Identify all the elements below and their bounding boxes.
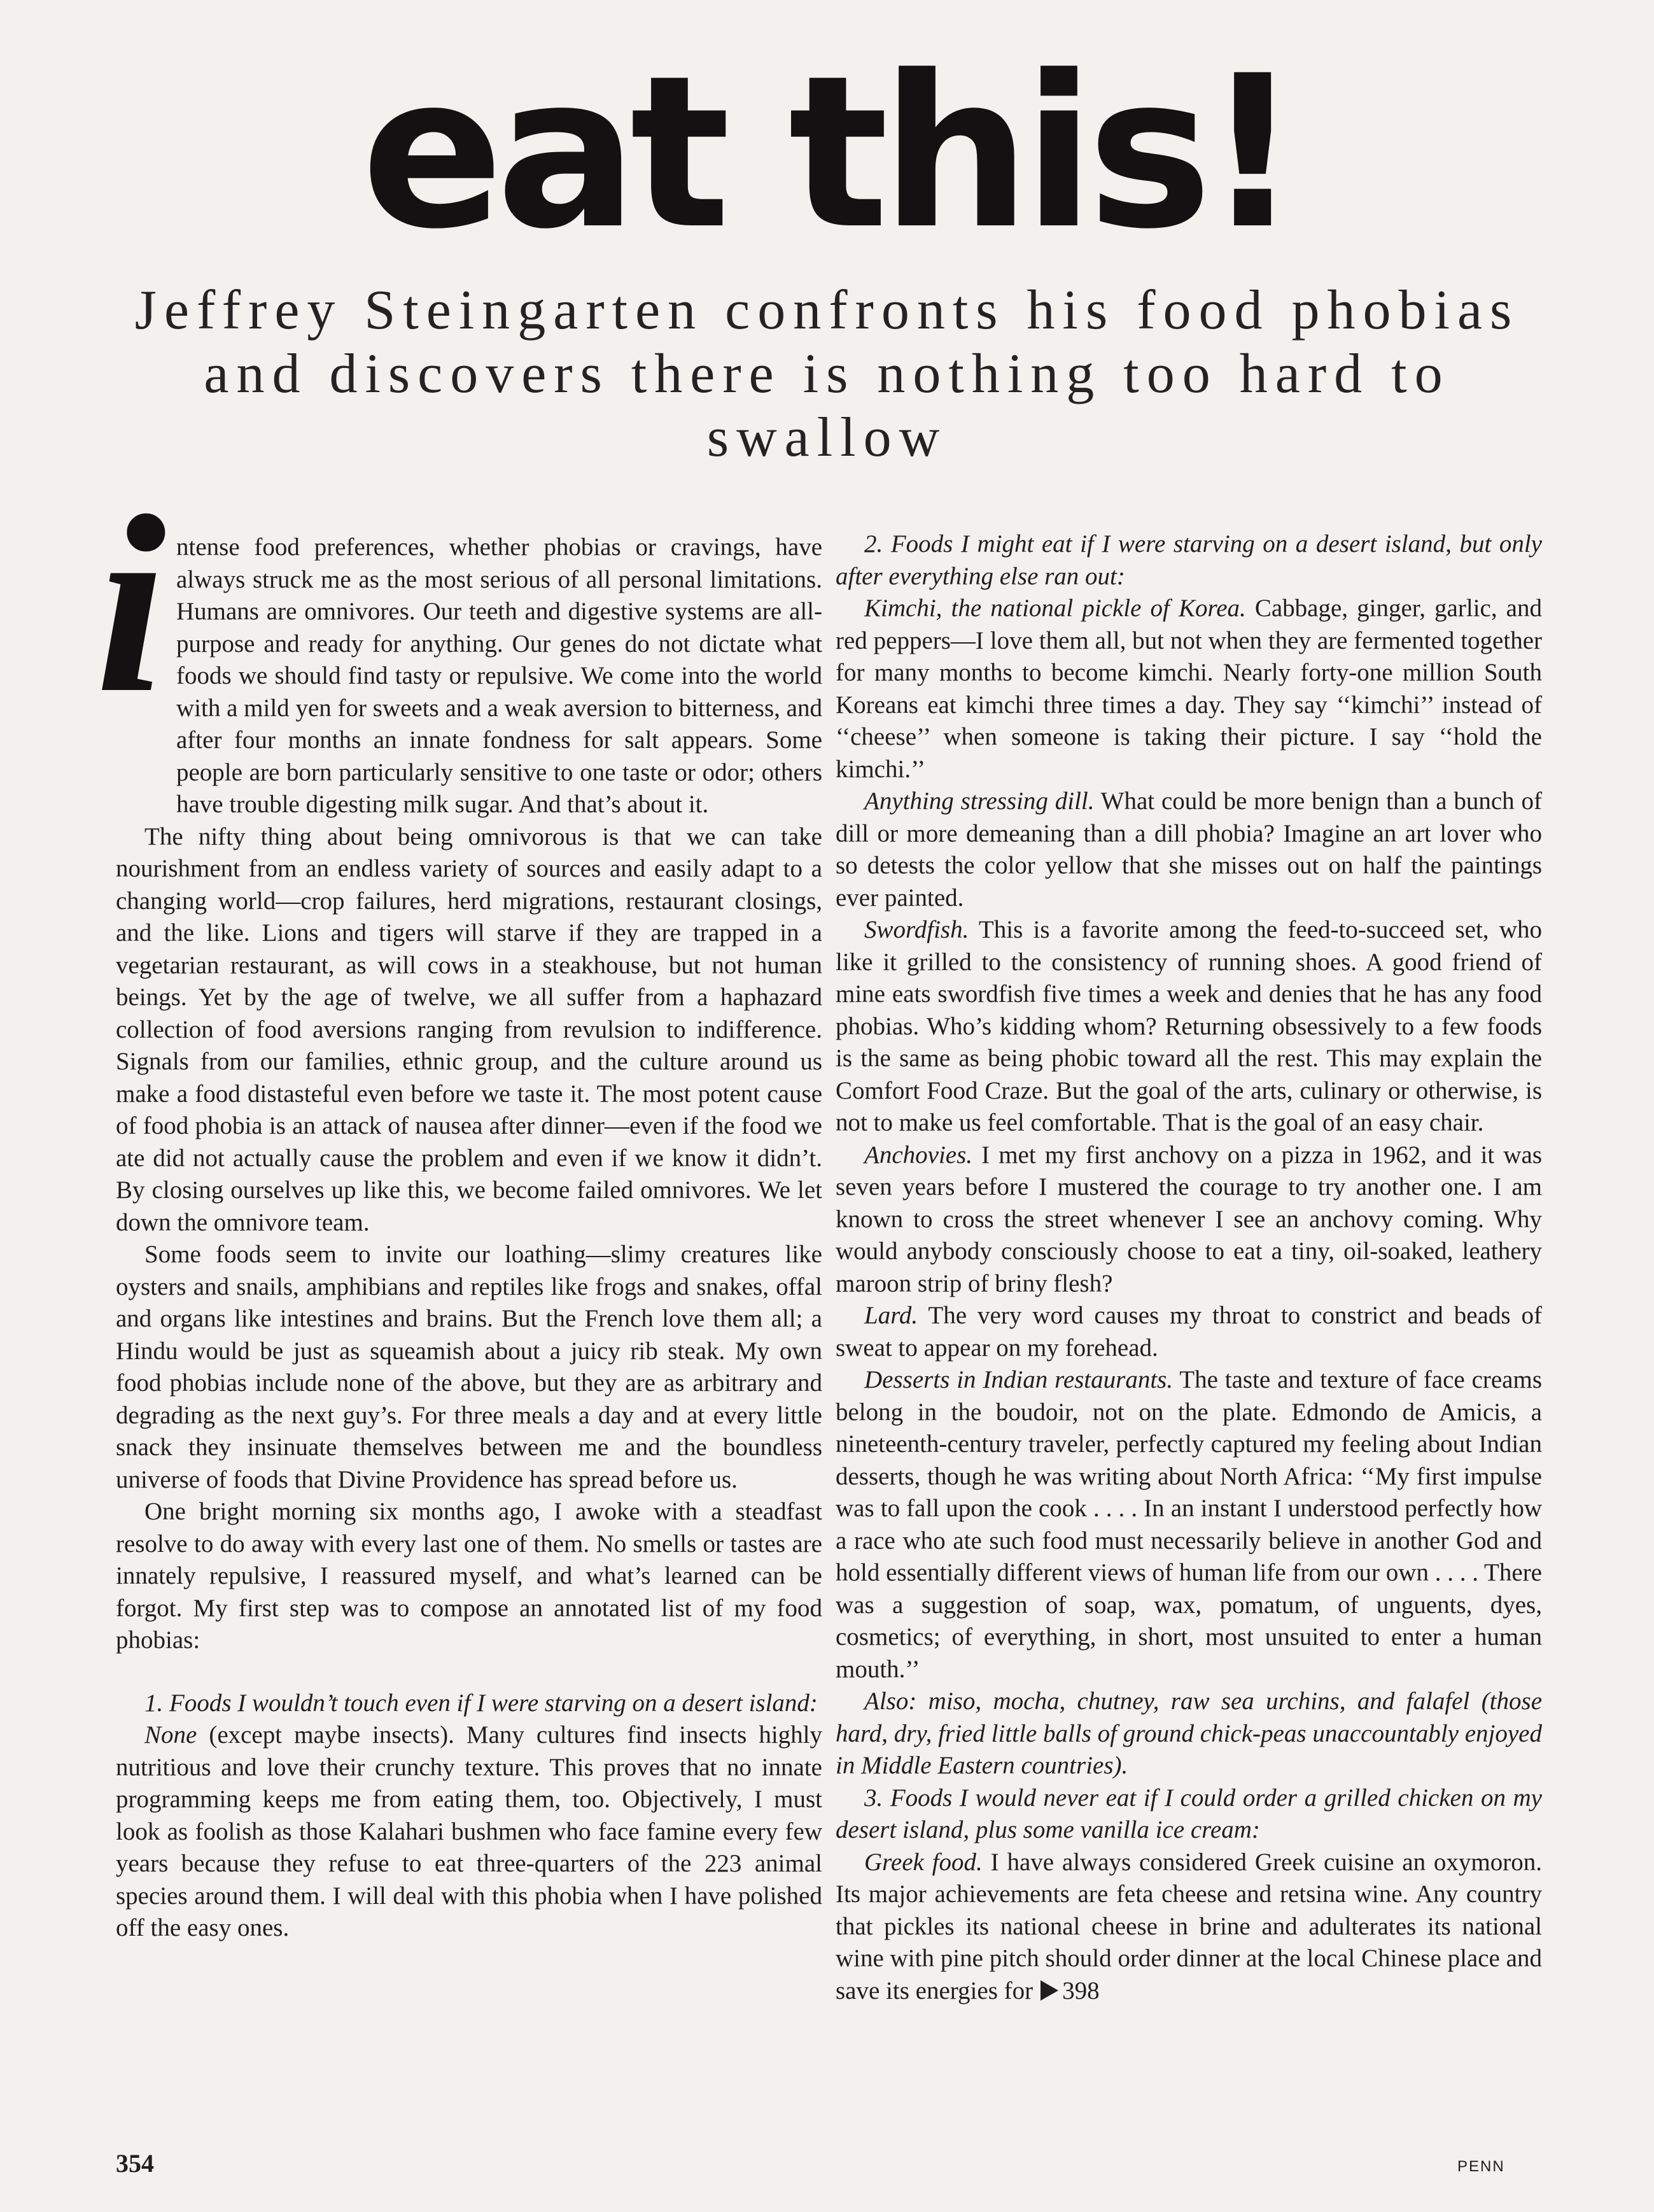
list-item-text: Many cultures find insects highly nutritious and love their crunchy texture. This proves that no innate programming keeps me from eating them, too. Objectively, I must look as foolish as those Kalahari bushmen who face famine every few years because they refuse to eat three-quarters of the 223 animal species around them. I will deal with this phobia when I have polished off the easy ones. (116, 1721, 822, 1941)
list-heading-3: 3. Foods I would never eat if I could order a grilled chicken on my desert island, plus some vanilla ice cream: (836, 1784, 1542, 1843)
left-column (116, 532, 822, 2123)
list-item-label: Swordfish. (864, 916, 969, 943)
list-item (836, 1300, 1542, 1364)
continued-arrow-icon (1041, 1980, 1058, 2001)
list-item-label: Lard. (864, 1302, 918, 1329)
list-item-label: Anchovies. (864, 1141, 973, 1169)
paragraph: Some foods seem to invite our loathing—slimy creatures like oysters and snails, amphibians and reptiles like frogs and snakes, offal and organs like intestines and brains. But the French love them all; a Hindu would be just as squeamish about a juicy rib steak. My own food phobias include none of the above, but they are as arbitrary and degrading as the next guy’s. For three meals a day and at every little snack they insinuate themselves between me and the boundless universe of foods that Divine Providence has spread before us. (116, 1241, 822, 1493)
list-item (836, 593, 1542, 785)
list-item (836, 1139, 1542, 1300)
list-item-text: This is a favorite among the feed-to-succeed set, who like it grilled to the consistency of running shoes. A good friend of mine eats swordfish five times a week and denies that he has any food phobias. Who’s kidding whom? Returning obsessively to a few foods is the same as being phobic toward all the rest. This may explain the Comfort Food Craze. But the goal of the arts, culinary or otherwise, is not to make us feel comfortable. That is the goal of an easy chair. (836, 916, 1542, 1136)
paragraph-intro: ntense food preferences, whether phobias or cravings, have always struck me as the most serious of all personal limitations. Humans are omnivores. Our teeth and digestive systems are all-purpose and ready for anything. Our genes do not dictate what foods we should find tasty or repulsive. We come into the world with a mild yen for sweets and a weak aversion to bitterness, and after four months an innate fondness for salt appears. Some people are born particularly sensitive to one taste or odor; others have trouble digesting milk sugar. And that’s about it. (176, 533, 822, 818)
list-item-text: What could be more benign than a bunch of dill or more demeaning than a dill phobia? Imagine an art lover who so detests the color yellow that she misses out on half the paintings ever painted. (836, 787, 1542, 912)
list-item-label: None (144, 1721, 197, 1749)
list-item (836, 785, 1542, 914)
list-item-text: Cabbage, ginger, garlic, and red peppers—I love them all, but not when they are fermented together for many months to become kimchi. Nearly forty-one million South Koreans eat kimchi three times a day. They say ‘‘kimchi’’ instead of ‘‘cheese’’ when someone is taking their picture. I say ‘‘hold the kimchi.’’ (836, 595, 1542, 783)
list-heading-2: 2. Foods I might eat if I were starving on a desert island, but only after everything else ran out: (836, 530, 1542, 590)
list-item-paren: (except maybe insects). (209, 1721, 454, 1749)
also-line: Also: miso, mocha, chutney, raw sea urchins, and falafel (those hard, dry, fried little balls of ground chick-peas unaccountably enjoyed in Middle Eastern countries). (836, 1687, 1542, 1779)
list-item (836, 914, 1542, 1139)
deck-subtitle: Jeffrey Steingarten confronts his food phobias and discovers there is nothing too hard to swallow (134, 279, 1520, 468)
headline: eat this! (361, 31, 1293, 275)
paragraph: The nifty thing about being omnivorous is that we can take nourishment from an endless variety of sources and easily adapt to a changing world—crop failures, herd migrations, restaurant closings, and the like. Lions and tigers will starve if they are trapped in a vegetarian restaurant, as will cows in a steakhouse, but not human beings. Yet by the age of twelve, we all suffer from a haphazard collection of food aversions ranging from revulsion to indifference. Signals from our families, ethnic group, and the culture around us make a food distasteful even before we taste it. The most potent cause of food phobia is an attack of nausea after dinner—even if the food we ate did not actually cause the problem and even if we know it didn’t. By closing ourselves up like this, we become failed omnivores. We let down the omnivore team. (116, 822, 822, 1236)
list-item (836, 1847, 1542, 2008)
continued-page: 398 (1062, 1976, 1100, 2004)
list-item-text: I have always considered Greek cuisine an oxymoron. Its major achievements are feta cheese and retsina wine. Any country that pickles its national cheese in brine and adulterates its national wine with pine pitch should order dinner at the local Chinese place and save its energies for (836, 1848, 1542, 2004)
photo-credit: PENN (1457, 2158, 1505, 2175)
list-item (116, 1719, 822, 1945)
paragraph: One bright morning six months ago, I awoke with a steadfast resolve to do away with every last one of them. No smells or tastes are innately repulsive, I reassured myself, and what’s learned can be forgot. My first step was to compose an annotated list of my food phobias: (116, 1498, 822, 1654)
drop-cap: i (95, 463, 167, 745)
list-item-label: Kimchi, the national pickle of Korea. (864, 595, 1246, 622)
list-item-label: Greek food. (864, 1848, 983, 1876)
list-item (836, 1364, 1542, 1686)
page-number: 354 (116, 2149, 154, 2178)
list-item-text: The taste and texture of face creams belong in the boudoir, not on the plate. Edmondo de Amicis, a nineteenth-century traveler, perfectly captured my feeling about Indian desserts, though he was writing about North Africa: ‘‘My first impulse was to fall upon the cook . . . . In an instant I understood perfectly how a race who ate such food must necessarily believe in another God and hold essentially different views of human life from our own . . . . There was a suggestion of soap, wax, pomatum, of unguents, dyes, cosmetics; of everything, in short, most unsuited to enter a human mouth.’’ (836, 1366, 1542, 1683)
list-item-label: Desserts in Indian restaurants. (864, 1366, 1174, 1393)
list-item-text: I met my first anchovy on a pizza in 1962, and it was seven years before I mustered the courage to try another one. I am known to cross the street whenever I see an anchovy coming. Why would anybody consciously choose to eat a tiny, oil-soaked, leathery maroon strip of briny flesh? (836, 1141, 1542, 1297)
list-item-text: The very word causes my throat to constrict and beads of sweat to appear on my forehead. (836, 1302, 1542, 1362)
list-heading-1: 1. Foods I wouldn’t touch even if I were starving on a desert island: (144, 1689, 818, 1717)
list-item-label: Anything stressing dill. (864, 787, 1095, 815)
right-column (836, 528, 1542, 2120)
